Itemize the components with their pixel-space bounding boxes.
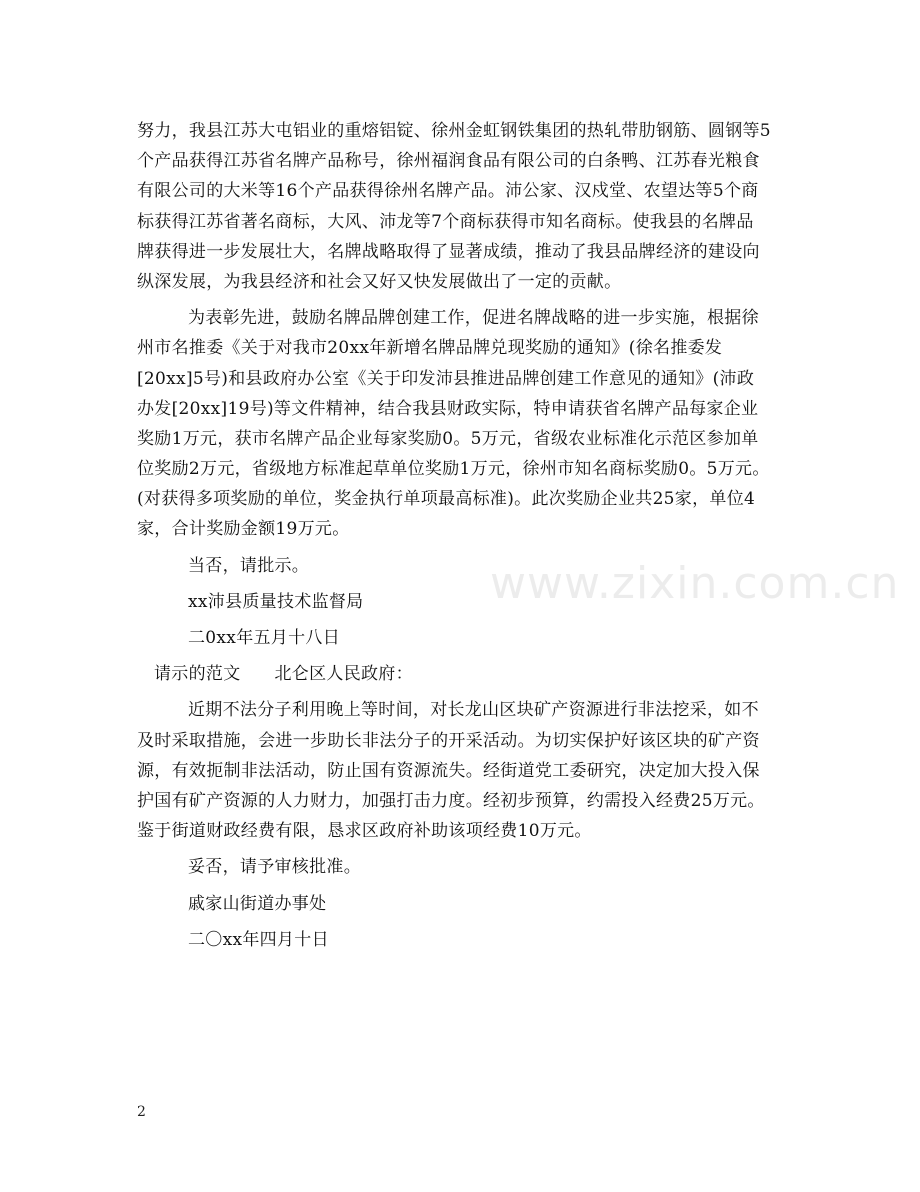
date: 二0xx年五月十八日 — [188, 628, 340, 648]
text-line: 奖励1万元，获市名牌产品企业每家奖励0。5万元，省级农业标准化示范区参加单 — [137, 428, 759, 449]
paragraph-2 — [137, 303, 797, 545]
document-body — [137, 116, 797, 955]
paragraph-1 — [137, 116, 797, 297]
watermark: www.zixin.com.cn — [490, 558, 900, 609]
closing-remark: 妥否，请予审核批准。 — [188, 857, 361, 878]
text-line: 源，有效扼制非法活动，防止国有资源流失。经街道党工委研究，决定加大投入保 — [137, 760, 760, 781]
heading-label: 请示的范文 — [154, 664, 241, 685]
section-heading — [137, 659, 797, 689]
text-line: 为表彰先进，鼓励名牌品牌创建工作，促进名牌战略的进一步实施，根据徐 — [188, 308, 759, 329]
text-line: 及时采取措施，会进一步助长非法分子的开采活动。为切实保护好该区块的矿产资 — [137, 730, 760, 751]
text-line: [20xx]5号)和县政府办公室《关于印发沛县推进品牌创建工作意见的通知》(沛政 — [137, 368, 755, 389]
text-line: 家，合计奖励金额19万元。 — [137, 519, 350, 540]
text-line: 有限公司的大米等16个产品获得徐州名牌产品。沛公家、汉戍堂、农望达等5个商 — [137, 181, 759, 202]
text-line: 努力，我县江苏大屯铝业的重熔铝锭、徐州金虹钢铁集团的热轧带肋钢筋、圆钢等5 — [137, 121, 771, 141]
text-line: (对获得多项奖励的单位，奖金执行单项最高标准)。此次奖励企业共25家，单位4 — [137, 489, 756, 510]
date: 二〇xx年四月十日 — [188, 929, 329, 950]
text-line: 鉴于街道财政经费有限，恳求区政府补助该项经费10万元。 — [137, 821, 592, 842]
text-line: 个产品获得江苏省名牌产品称号，徐州福润食品有限公司的白条鸭、江苏春光粮食 — [137, 151, 760, 172]
text-line: 标获得江苏省著名商标，大风、沛龙等7个商标获得市知名商标。使我县的名牌品 — [137, 211, 754, 232]
recipient: 北仑区人民政府： — [274, 664, 413, 685]
text-line: 州市名推委《关于对我市20xx年新增名牌品牌兑现奖励的通知》(徐名推委发 — [137, 338, 723, 359]
text-line: 位奖励2万元，省级地方标准起草单位奖励1万元，徐州市知名商标奖励0。5万元。 — [137, 459, 770, 480]
text-line: 近期不法分子利用晚上等时间，对长龙山区块矿产资源进行非法挖采，如不 — [188, 700, 759, 721]
text-line: 纵深发展，为我县经济和社会又好又快发展做出了一定的贡献。 — [137, 271, 622, 292]
signature: xx沛县质量技术监督局 — [188, 591, 364, 612]
text-line: 办发[20xx]19号)等文件精神，结合我县财政实际，特申请获省名牌产品每家企业 — [137, 398, 759, 419]
signature: 戚家山街道办事处 — [188, 893, 327, 914]
text-line: 牌获得进一步发展壮大，名牌战略取得了显著成绩，推动了我县品牌经济的建设向 — [137, 241, 760, 262]
page-number: 2 — [137, 1104, 146, 1120]
closing-remark: 当否，请批示。 — [188, 555, 310, 576]
paragraph-3 — [137, 695, 797, 846]
text-line: 护国有矿产资源的人力财力，加强打击力度。经初步预算，约需投入经费25万元。 — [137, 790, 765, 811]
